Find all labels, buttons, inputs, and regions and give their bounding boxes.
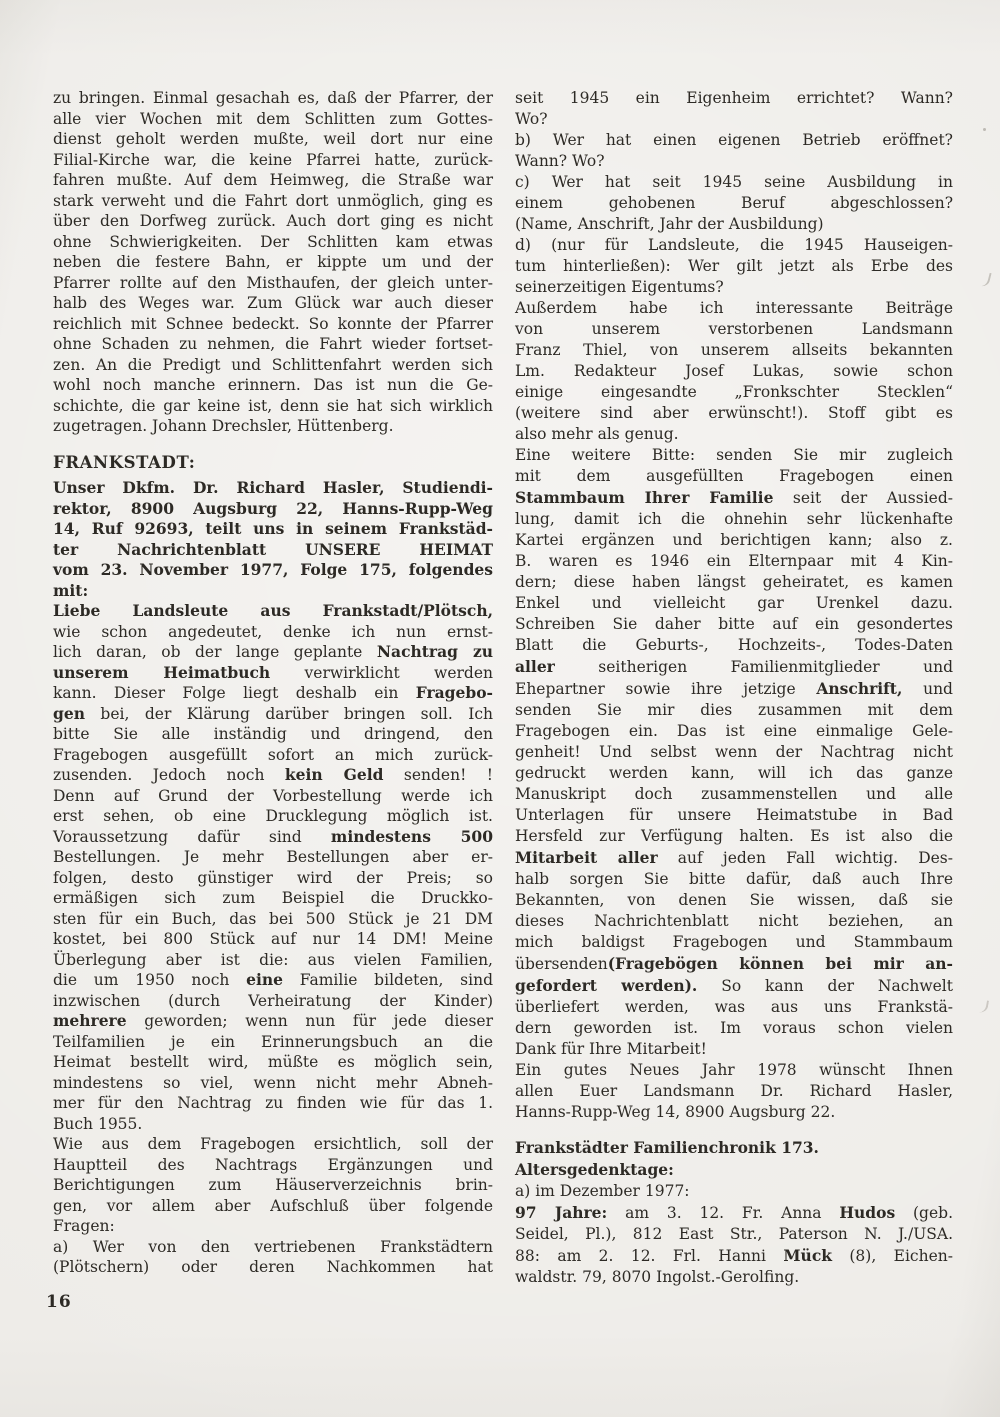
text-segment: Buch 1955. [53,1114,143,1133]
text-segment: Hersfeld zur Verfügung halten. Es ist also die [515,827,953,845]
text-segment: (Fragebögen können bei mir an- [607,954,953,973]
text-line [515,235,953,256]
text-line [53,499,493,520]
text-segment: dern geworden ist. Im voraus schon vielen [515,1019,953,1037]
text-line [53,170,493,191]
text-segment: halb des Weges war. Zum Glück war auch dieser [53,294,493,312]
text-line [515,445,953,466]
text-segment: folgen, desto günstiger wird der Preis; so [53,868,493,887]
text-line [515,784,953,805]
text-segment: Liebe Landsleute aus Frankstadt/Plötsch, [53,601,493,620]
text-segment: Wo? [515,110,548,128]
text-line [53,109,493,130]
question-a-continued [515,88,953,130]
text-line [53,1032,493,1053]
text-line [515,298,953,319]
text-line [515,256,953,277]
text-line [53,847,493,868]
text-segment: mit: [53,580,89,600]
dezember-label [515,1181,953,1202]
question-d [515,235,953,298]
text-segment: seit 1945 ein Eigenheim errichtet? Wann? [515,89,953,107]
text-segment: 97 Jahre: [515,1203,608,1222]
text-segment: erst sehen, ob eine Drucklegung möglich ist. [53,807,493,825]
text-segment: also mehr als genug. [515,425,679,443]
text-line [53,1196,493,1217]
text-line [515,656,953,678]
text-segment: Lm. Redakteur Josef Lukas, sowie schon [515,362,953,380]
text-line [515,953,953,975]
text-segment: Familie bildeten, sind [283,971,493,989]
entry-88-jahre [515,1245,953,1288]
text-line [515,109,953,130]
text-segment: Außerdem habe ich interessante Beiträge [515,299,953,317]
text-line [515,742,953,763]
text-segment: Hanns-Rupp-Weg 14, 8900 Augsburg 22. [515,1103,836,1121]
text-line [515,932,953,953]
text-segment: mer für den Nachtrag zu finden wie für das 1. [53,1094,493,1112]
text-line [53,232,493,253]
text-line [515,214,953,235]
text-segment: mindestens 500 [330,826,493,846]
text-line [53,970,493,991]
text-segment: Fragen: [53,1217,115,1235]
stammbaum-bitte [515,445,953,1060]
text-line [515,530,953,551]
question-b [515,130,953,172]
text-line [515,890,953,911]
text-line [515,847,953,869]
text-line [53,129,493,150]
text-segment: Nachtrag zu [376,642,494,661]
neujahr-gruss [515,1060,953,1123]
text-segment: alle vier Wochen mit dem Schlitten zum Gottes- [53,109,493,128]
text-segment: Fragebogen ausgefüllt sofort an mich zurück- [53,745,493,764]
scan-artifact [979,999,989,1013]
text-segment: Berichtigungen zum Häuserverzeichnis brin- [53,1176,493,1194]
text-segment: aller [515,657,555,676]
text-segment: zugetragen. Johann Drechsler, Hüttenberg. [53,417,394,435]
text-line [515,1224,953,1245]
text-line [53,1257,493,1278]
text-segment: (Name, Anschrift, Jahr der Ausbildung) [515,215,824,233]
text-segment: wie schon angedeutet, denke ich nun ernst- [53,622,493,641]
text-segment: ter Nachrichtenblatt UNSERE HEIMAT [53,539,493,559]
text-line [53,396,493,417]
text-segment: Altersgedenktage: [515,1160,674,1179]
text-line [515,869,953,890]
text-segment: auf jeden Fall wichtig. Des- [657,849,953,867]
text-line [515,509,953,530]
text-line [515,319,953,340]
text-line [515,130,953,151]
text-segment: inzwischen (durch Verheiratung der Kinder) [53,991,493,1010]
text-segment: bitte Sie alle inständig und dringend, den [53,725,493,743]
text-line [53,416,493,437]
text-segment: FRANKSTADT: [53,452,196,472]
text-segment: Bestellungen. Je mehr Bestellungen aber er- [53,848,493,866]
text-line [515,403,953,424]
text-segment: ohne Schwierigkeiten. Der Schlitten kam etwas [53,232,493,251]
text-line [53,827,493,848]
entry-97-jahre [515,1202,953,1245]
text-line [53,519,493,540]
text-segment: gefordert werden). [515,976,698,995]
text-segment: Hudos [839,1203,896,1222]
right-column [515,88,953,1288]
text-line [53,540,493,561]
text-segment: Blatt die Geburts-, Hochzeits-, Todes-Daten [515,636,953,654]
text-line [53,1134,493,1155]
text-segment: und [902,680,953,698]
text-segment: Seidel, Pl.), 812 East Str., Paterson N. J./USA. [515,1225,953,1243]
text-segment: reichlich mit Schnee bedeckt. So konnte der Pfarrer [53,314,493,333]
text-line [515,635,953,656]
text-segment: verwirklicht werden [270,663,493,682]
text-segment: lich daran, ob der lange geplante [53,643,377,661]
schlitten-story-ending [53,88,493,437]
text-line [53,724,493,745]
text-line [53,909,493,930]
text-line [53,1052,493,1073]
text-segment: vom 23. November 1977, Folge 175, folgendes [53,560,493,579]
text-segment: bei, der Klärung darüber bringen soll. Ich [84,704,493,723]
text-segment: (Plötschern) oder deren Nachkommen hat [53,1258,493,1276]
text-segment: senden Sie mir dies zusammen mit dem [515,701,953,719]
text-line [53,293,493,314]
text-segment: Hauptteil des Nachtrags Ergänzungen und [53,1155,493,1174]
text-segment: Wann? Wo? [515,152,605,170]
text-line [515,487,953,509]
text-segment: waldstr. 79, 8070 Ingolst.-Gerolfing. [515,1268,800,1286]
text-segment: zu bringen. Einmal gesachah es, daß der Pfarrer, der [53,89,493,107]
text-segment: unserem Heimatbuch [53,662,271,682]
text-line [515,614,953,635]
text-line [53,929,493,950]
text-segment: einige eingesandte „Fronkschter Stecklen“ [515,383,953,401]
text-segment: Unser Dkfm. Dr. Richard Hasler, Studiendi- [53,478,493,497]
text-segment: mehrere [53,1011,127,1030]
text-segment: rektor, 8900 Augsburg 22, Hanns-Rupp-Weg [53,498,493,518]
text-line [515,593,953,614]
text-line [53,622,493,643]
text-segment: So kann der Nachwelt [697,977,953,995]
text-line [515,1181,953,1202]
text-segment: schichte, die gar keine ist, denn sie hat sich wirklich [53,396,493,415]
fragebogen-purpose [53,1134,493,1237]
text-segment: sten für ein Buch, das bei 500 Stück je 21 DM [53,909,493,928]
text-segment: 88: am 2. 12. Frl. Hanni [515,1247,784,1265]
text-segment: ermäßigen sich zum Beispiel die Druckko- [53,889,493,907]
text-segment: 14, Ruf 92693, teilt uns in seinem Frankstäd- [53,519,493,538]
text-segment: (geb. [895,1204,953,1222]
beitraege [515,298,953,445]
text-segment: Pfarrer rollte auf den Misthaufen, der gleich unter- [53,273,493,292]
text-line [515,277,953,298]
text-line [53,1155,493,1176]
text-line [515,193,953,214]
text-line [53,786,493,807]
text-line [53,334,493,355]
text-segment: zen. An die Predigt und Schlittenfahrt werden sich [53,355,493,374]
text-line [53,765,493,786]
text-segment: gedruckt werden kann, will ich das ganze [515,764,953,782]
text-line [515,826,953,847]
text-segment: d) (nur für Landsleute, die 1945 Hauseigen- [515,236,953,254]
text-line [53,453,493,474]
text-line [53,888,493,909]
text-line [53,1216,493,1237]
text-segment: Ein gutes Neues Jahr 1978 wünscht Ihnen [515,1061,953,1079]
text-line [515,1245,953,1267]
text-segment: a) Wer von den vertriebenen Frankstädtern [53,1237,493,1256]
text-line [53,314,493,335]
familienchronik-heading [515,1137,953,1181]
text-line [53,601,493,622]
text-segment: c) Wer hat seit 1945 seine Ausbildung in [515,173,953,191]
text-segment: zusenden. Jedoch noch [53,766,285,784]
text-segment: tum hinterließen): Wer gilt jetzt als Erbe des [515,257,953,275]
text-line [53,252,493,273]
text-segment: Manuskript doch zusammenstellen und alle [515,785,953,803]
text-line [53,191,493,212]
text-line [53,745,493,766]
text-segment: mit dem ausgefüllten Fragebogen einen [515,467,953,485]
text-segment: seitherigen Familienmitglieder und [554,658,953,676]
text-segment: B. waren es 1946 ein Elternpaar mit 4 Kin- [515,552,953,570]
text-segment: die um 1950 noch [53,971,247,989]
text-line [53,1114,493,1135]
text-segment: wohl noch manche erinnern. Das ist nun die Ge- [53,376,493,394]
page-number: 16 [46,1292,72,1312]
text-segment: kostet, bei 800 Stück auf nur 14 DM! Meine [53,930,493,948]
text-line [53,1237,493,1258]
text-line [515,805,953,826]
text-line [515,1018,953,1039]
text-line [53,1073,493,1094]
text-line [515,572,953,593]
text-line [515,700,953,721]
text-line [515,911,953,932]
text-line [53,868,493,889]
text-line [515,151,953,172]
text-line [515,361,953,382]
text-line [515,424,953,445]
text-line [515,1102,953,1123]
text-segment: seit der Aussied- [773,489,953,507]
text-line [53,478,493,499]
text-segment: b) Wer hat einen eigenen Betrieb eröffnet? [515,131,953,149]
text-segment: Unterlagen für unsere Heimatstube in Bad [515,806,953,824]
text-segment: am 3. 12. Fr. Anna [607,1204,840,1222]
text-segment: Fragebo- [415,683,493,702]
scan-artifact [979,271,991,288]
text-line [53,1011,493,1032]
text-segment: (8), Eichen- [832,1247,953,1265]
text-segment: kein Geld [284,765,384,784]
text-line [515,551,953,572]
text-line [515,466,953,487]
text-line [515,763,953,784]
text-line [515,88,953,109]
text-segment: Anschrift, [816,679,903,698]
text-line [515,1081,953,1102]
text-line [515,721,953,742]
frankstadt-heading [53,453,493,474]
text-line [515,1137,953,1159]
text-segment: Kartei ergänzen und berichtigen kann; also z. [515,531,953,549]
text-line [53,273,493,294]
text-segment: halb sorgen Sie bitte dafür, daß auch Ihre [515,870,953,888]
text-segment: Voraussetzung dafür sind [53,827,331,846]
text-line [515,1159,953,1181]
text-line [53,950,493,971]
text-segment: von unserem verstorbenen Landsmann [515,320,953,338]
text-segment: einem gehobenen Beruf abgeschlossen? [515,194,953,212]
text-segment: Mitarbeit aller [515,848,658,867]
text-segment: ohne Schaden zu nehmen, die Fahrt wieder fortset- [53,335,493,353]
text-segment: Teilfamilien je ein Erinnerungsbuch an die [53,1032,493,1051]
text-segment: (weitere sind aber erwünscht!). Stoff gibt es [515,404,953,422]
text-segment: neben die festere Bahn, er kippte um und der [53,253,493,271]
text-line [515,382,953,403]
text-line [515,1039,953,1060]
text-segment: Stammbaum Ihrer Familie [515,488,774,507]
text-line [515,1267,953,1288]
text-segment: Franz Thiel, von unserem allseits bekannten [515,341,953,359]
text-segment: Schreiben Sie daher bitte auf ein gesondertes [515,615,953,633]
text-segment: gen, vor allem aber Aufschluß über folgende [53,1196,493,1215]
text-line [53,355,493,376]
text-line [53,88,493,109]
text-line [53,150,493,171]
text-line [53,642,493,663]
left-column [53,88,493,1278]
text-segment: Filial-Kirche war, die keine Pfarrei hatte, zurück- [53,150,493,169]
text-line [515,678,953,700]
text-line [515,1060,953,1081]
text-segment: überliefert werden, was aus uns Frankstä- [515,998,953,1016]
text-line [515,340,953,361]
text-line [53,991,493,1012]
text-line [515,172,953,193]
hasler-intro [53,478,493,601]
text-segment: Eine weitere Bitte: senden Sie mir zugleich [515,446,953,464]
text-line [53,560,493,581]
text-segment: dieses Nachrichtenblatt nicht beziehen, an [515,912,953,930]
text-line [53,1175,493,1196]
text-line [53,581,493,602]
text-segment: senden! ! [383,766,493,784]
text-line [515,1202,953,1224]
text-segment: seinerzeitigen Eigentums? [515,278,724,296]
letter-body [53,601,493,1134]
text-line [515,997,953,1018]
question-a [53,1237,493,1278]
text-line [53,683,493,704]
text-segment: Wie aus dem Fragebogen ersichtlich, soll der [53,1135,493,1153]
text-segment: allen Euer Landsmann Dr. Richard Hasler, [515,1082,953,1100]
text-segment: Frankstädter Familienchronik 173. [515,1138,819,1157]
text-segment: Dank für Ihre Mitarbeit! [515,1040,707,1058]
text-segment: eine [246,970,284,989]
text-segment: über den Dorfweg zurück. Auch dort ging es nicht [53,212,493,230]
text-segment: dern; diese haben längst geheiratet, es kamen [515,573,953,591]
text-line [53,663,493,684]
text-segment: geworden; wenn nun für jede dieser [126,1012,493,1030]
text-line [53,704,493,725]
text-segment: Überlegung aber ist die: aus vielen Familien, [53,950,493,969]
text-segment: Mück [783,1246,832,1265]
text-segment: dienst geholt werden mußte, weil dort nur eine [53,130,493,148]
text-segment: mich baldigst Fragebogen und Stammbaum [515,933,953,951]
text-segment: lung, damit ich die ohnehin sehr lückenhafte [515,510,953,528]
text-line [53,806,493,827]
text-segment: genheit! Und selbst wenn der Nachtrag nicht [515,743,953,761]
text-segment: fahren mußte. Auf dem Heimweg, die Straße war [53,171,493,189]
text-segment: Heimat bestellt wird, müßte es möglich sein, [53,1053,493,1071]
text-segment: Enkel und vielleicht gar Urenkel dazu. [515,594,953,612]
text-segment: Ehepartner sowie ihre jetzige [515,680,817,698]
text-segment: kann. Dieser Folge liegt deshalb ein [53,684,416,702]
text-line [515,975,953,997]
text-line [53,1093,493,1114]
text-line [53,211,493,232]
text-segment: stark verweht und die Fahrt dort unmöglich, ging es [53,191,493,210]
text-segment: Bekannten, von denen Sie wissen, daß sie [515,891,953,909]
text-segment: übersenden [515,955,608,973]
text-line [53,375,493,396]
text-segment: Denn auf Grund der Vorbestellung werde ich [53,786,493,805]
scan-artifact [983,128,986,131]
text-segment: a) im Dezember 1977: [515,1182,690,1200]
text-segment: Fragebogen ein. Das ist eine einmalige Gele- [515,722,953,740]
text-segment: mindestens so viel, wenn nicht mehr Abneh- [53,1073,493,1092]
question-c [515,172,953,235]
text-segment: gen [53,703,85,723]
